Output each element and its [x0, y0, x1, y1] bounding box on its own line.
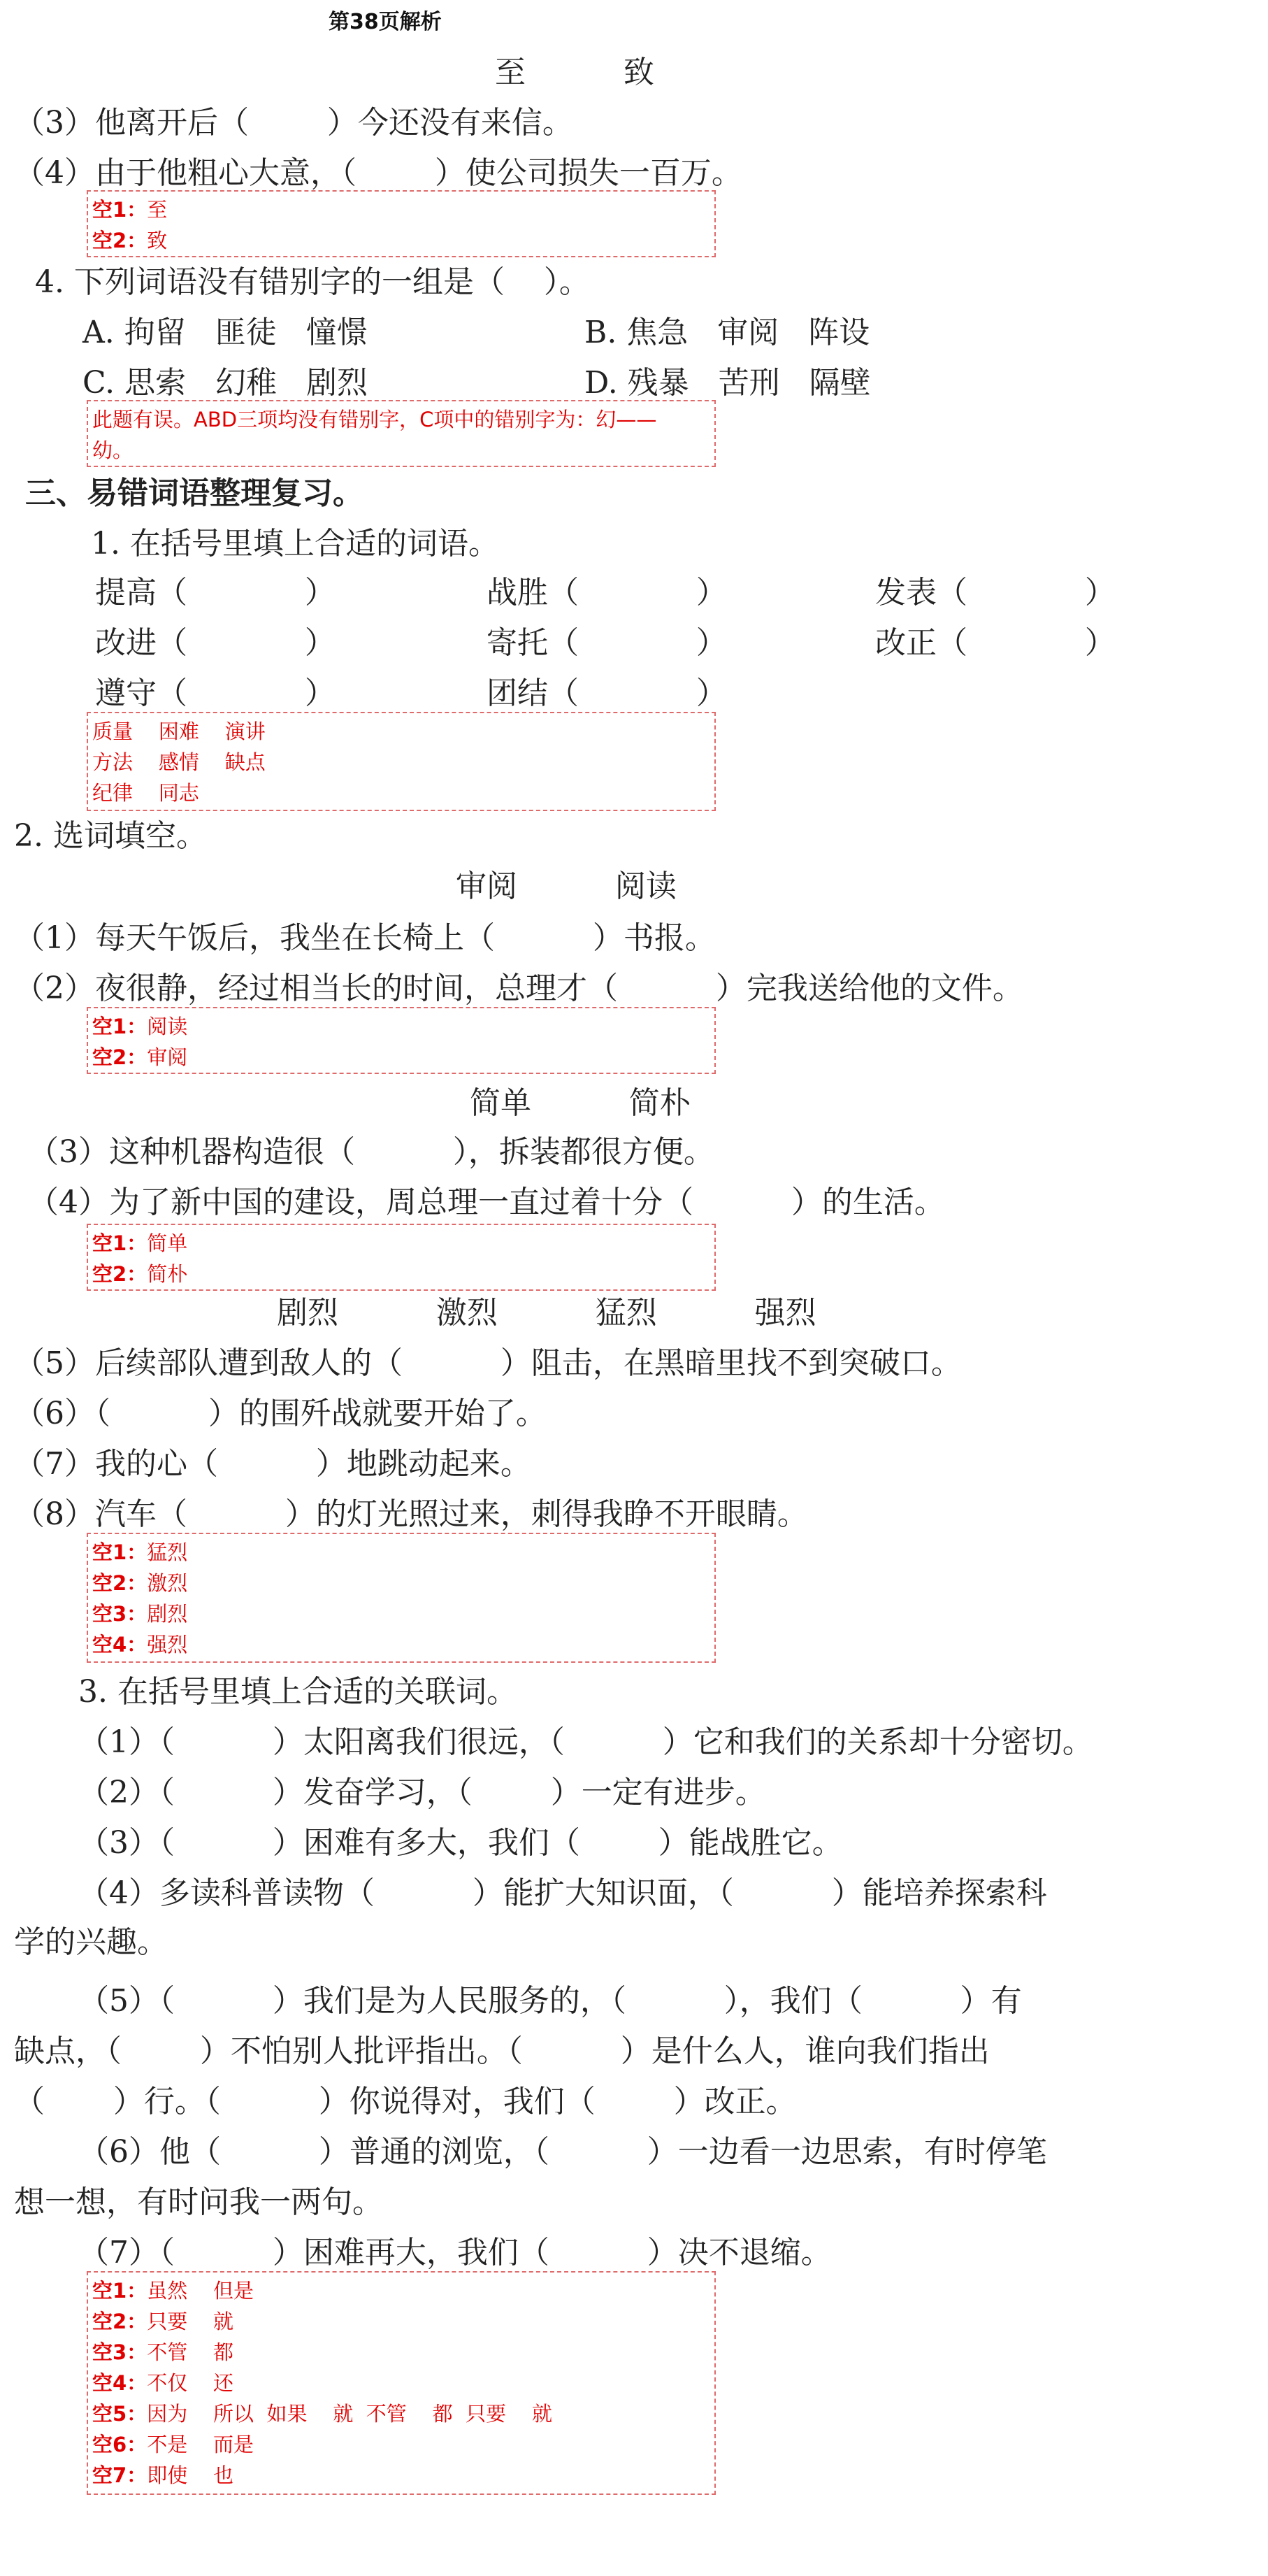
answer-label: 空2： [92, 1262, 147, 1286]
answer-row [92, 1629, 710, 1660]
question-line: 提高（ ） [95, 575, 336, 610]
answer-text: 质量 困难 演讲 [92, 720, 266, 743]
question-line: D. 残暴 苦刑 隔壁 [584, 365, 871, 401]
answer-text: 强烈 [147, 1633, 188, 1656]
question-line: 4. 下列词语没有错别字的一组是（ ）。 [35, 264, 590, 300]
answer-label: 空2： [92, 229, 147, 252]
answer-label: 空4： [92, 1633, 147, 1656]
answer-text: 致 [147, 229, 168, 252]
answer-row [92, 2429, 710, 2460]
answer-row [92, 716, 710, 747]
question-line: （8）汽车（ ）的灯光照过来，刺得我睁不开眼睛。 [14, 1496, 808, 1532]
question-line: （3）（ ）困难有多大，我们（ ）能战胜它。 [78, 1825, 843, 1861]
answer-box [87, 190, 716, 257]
answer-label: 空4： [92, 2371, 147, 2395]
question-line: A. 拘留 匪徒 憧憬 [82, 315, 368, 350]
answer-label: 空6： [92, 2433, 147, 2456]
question-line: （4）由于他粗心大意，（ ）使公司损失一百万。 [14, 155, 742, 191]
question-line: B. 焦急 审阅 阵设 [584, 315, 870, 350]
question-line: （3）他离开后（ ）今还没有来信。 [14, 105, 573, 141]
question-line: （7）我的心（ ）地跳动起来。 [14, 1446, 531, 1482]
answer-text: 阅读 [147, 1015, 188, 1038]
question-line: 3. 在括号里填上合适的关联词。 [78, 1674, 517, 1710]
answer-text: 不管 都 [147, 2340, 234, 2364]
question-line: （6）（ ）的围歼战就要开始了。 [14, 1396, 547, 1431]
answer-box [87, 1224, 716, 1291]
answer-row [92, 404, 710, 435]
answer-label: 空3： [92, 1602, 147, 1626]
answer-row [92, 1537, 710, 1568]
answer-label: 空2： [92, 2310, 147, 2333]
answer-text: 剧烈 [147, 1602, 188, 1626]
answer-box [87, 1007, 716, 1074]
question-line: （4）多读科普读物（ ）能扩大知识面，（ ）能培养探索科 [78, 1875, 1047, 1911]
answer-text: 不仅 还 [147, 2371, 234, 2395]
answer-label: 空1： [92, 1015, 147, 1038]
section-title: 三、易错词语整理复习。 [25, 475, 363, 511]
question-line: （3）这种机器构造很（ ），拆装都很方便。 [28, 1134, 714, 1170]
question-line: 改正（ ） [875, 625, 1116, 661]
answer-label: 空5： [92, 2402, 147, 2426]
answer-row [92, 1568, 710, 1598]
question-line: （4）为了新中国的建设，周总理一直过着十分（ ）的生活。 [28, 1185, 945, 1220]
question-line: 寄托（ ） [487, 625, 727, 661]
section-title: 2. 选词填空。 [14, 818, 207, 854]
answer-label: 空7： [92, 2463, 147, 2487]
answer-text: 虽然 但是 [147, 2279, 254, 2303]
answer-row [92, 1042, 710, 1073]
question-line: C. 思索 幻稚 剧烈 [82, 365, 368, 401]
question-line: 1. 在括号里填上合适的词语。 [91, 526, 499, 561]
answer-row [92, 1259, 710, 1289]
question-line: （2）（ ）发奋学习，（ ）一定有进步。 [78, 1775, 766, 1810]
question-line: （1）每天午饭后，我坐在长椅上（ ）书报。 [14, 920, 716, 956]
question-line: 学的兴趣。 [14, 1924, 168, 1960]
answer-label: 空1： [92, 1540, 147, 1564]
answer-row [92, 194, 710, 225]
answer-text: 只要 就 [147, 2310, 234, 2333]
answer-row [92, 1228, 710, 1259]
question-line: 至 致 [495, 55, 654, 90]
answer-label: 空2： [92, 1571, 147, 1595]
question-line: 审阅 阅读 [456, 868, 677, 904]
answer-row [92, 2460, 710, 2491]
page-header: 第38页解析 [329, 10, 442, 34]
answer-label: 空1： [92, 198, 147, 222]
answer-row [92, 2275, 710, 2306]
answer-row [92, 2337, 710, 2368]
question-line: 发表（ ） [875, 575, 1116, 610]
answer-text: 即使 也 [147, 2463, 234, 2487]
answer-text: 此题有误。ABD三项均没有错别字，C项中的错别字为：幻—— [92, 408, 657, 431]
answer-row [92, 747, 710, 778]
answer-row [92, 2368, 710, 2398]
answer-text: 因为 所以 如果 就 不管 都 只要 就 [147, 2402, 552, 2426]
answer-row [92, 2306, 710, 2337]
answer-row [92, 435, 710, 466]
answer-row [92, 2398, 710, 2429]
answer-label: 空1： [92, 1231, 147, 1255]
question-line: 改进（ ） [95, 625, 336, 661]
answer-label: 空3： [92, 2340, 147, 2364]
answer-text: 简单 [147, 1231, 188, 1255]
answer-text: 简朴 [147, 1262, 188, 1286]
question-line: 遵守（ ） [95, 675, 336, 711]
answer-text: 猛烈 [147, 1540, 188, 1564]
question-line: （ ）行。（ ）你说得对，我们（ ）改正。 [14, 2084, 797, 2119]
answer-text: 幼。 [92, 438, 134, 462]
answer-box [87, 2271, 716, 2495]
question-line: 缺点，（ ）不怕别人批评指出。（ ）是什么人，谁向我们指出 [14, 2033, 990, 2069]
answer-row [92, 778, 710, 808]
question-line: （2）夜很静，经过相当长的时间，总理才（ ）完我送给他的文件。 [14, 971, 1023, 1006]
question-line: （5）（ ）我们是为人民服务的，（ ），我们（ ）有 [78, 1983, 1022, 2019]
question-line: （1）（ ）太阳离我们很远，（ ）它和我们的关系却十分密切。 [78, 1724, 1093, 1760]
answer-row [92, 1011, 710, 1042]
answer-box [87, 400, 716, 467]
question-line: （5）后续部队遭到敌人的（ ）阻击，在黑暗里找不到突破口。 [14, 1345, 962, 1381]
answer-label: 空2： [92, 1045, 147, 1069]
answer-text: 不是 而是 [147, 2433, 254, 2456]
question-line: 团结（ ） [487, 675, 727, 711]
question-line: 剧烈 激烈 猛烈 强烈 [277, 1295, 816, 1331]
answer-label: 空1： [92, 2279, 147, 2303]
answer-row [92, 1598, 710, 1629]
question-line: （7）（ ）困难再大，我们（ ）决不退缩。 [78, 2235, 832, 2270]
answer-text: 激烈 [147, 1571, 188, 1595]
question-line: 想一想，有时问我一两句。 [14, 2184, 383, 2220]
answer-box [87, 1533, 716, 1663]
question-line: （6）他（ ）普通的浏览，（ ）一边看一边思索，有时停笔 [78, 2134, 1047, 2170]
answer-text: 纪律 同志 [92, 781, 199, 805]
answer-text: 审阅 [147, 1045, 188, 1069]
question-line: 简单 简朴 [470, 1085, 691, 1121]
question-line: 战胜（ ） [487, 575, 727, 610]
answer-box [87, 712, 716, 811]
answer-text: 至 [147, 198, 168, 222]
answer-text: 方法 感情 缺点 [92, 750, 266, 774]
answer-row [92, 225, 710, 256]
